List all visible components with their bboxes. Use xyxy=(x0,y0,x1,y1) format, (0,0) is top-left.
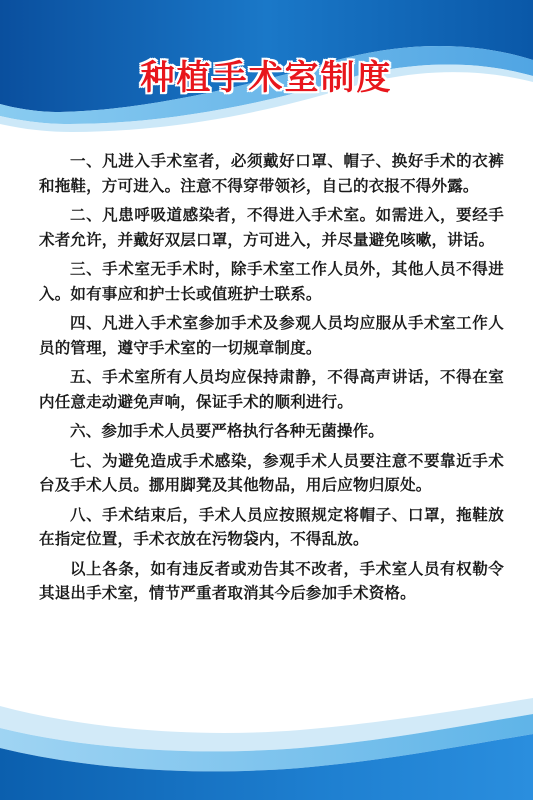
rule-6: 六、参加手术人员要严格执行各种无菌操作。 xyxy=(70,422,385,440)
rule-3: 三、手术室无手术时，除手术室工作人员外，其他人员不得进入。如有事应和护士长或值班护士联系。 xyxy=(39,260,504,303)
rule-5: 五、手术室所有人员均应保持肃静，不得高声讲话，不得在室内任意走动避免声响，保证手术的顺利进行。 xyxy=(39,368,504,411)
poster-title: 种植手术室制度 xyxy=(140,58,393,98)
rule-4: 四、凡进入手术室参加手术及参观人员均应服从手术室工作人员的管理，遵守手术室的一切规章制度。 xyxy=(39,314,504,357)
rule-1: 一、凡进入手术室者，必须戴好口罩、帽子、换好手术的衣裤和拖鞋，方可进入。注意不得穿带领衫，自己的衣报不得外露。 xyxy=(39,152,504,195)
rules-list xyxy=(39,149,504,606)
rule-summary: 以上各条，如有违反者或劝告其不改者，手术室人员有权勒令其退出手术室，情节严重者取消其今后参加手术资格。 xyxy=(39,559,504,602)
rule-2: 二、凡患呼吸道感染者，不得进入手术室。如需进入，要经手术者允许，并戴好双层口罩，方可进入，并尽量避免咳嗽，讲话。 xyxy=(39,206,504,249)
rule-7: 七、为避免造成手术感染，参观手术人员要注意不要靠近手术台及手术人员。挪用脚凳及其他物品，用后应物归原处。 xyxy=(39,451,504,494)
bottom-wave-decoration xyxy=(0,690,533,800)
rule-8: 八、手术结束后，手术人员应按照规定将帽子、口罩，拖鞋放在指定位置，手术衣放在污物袋内，不得乱放。 xyxy=(39,505,504,548)
